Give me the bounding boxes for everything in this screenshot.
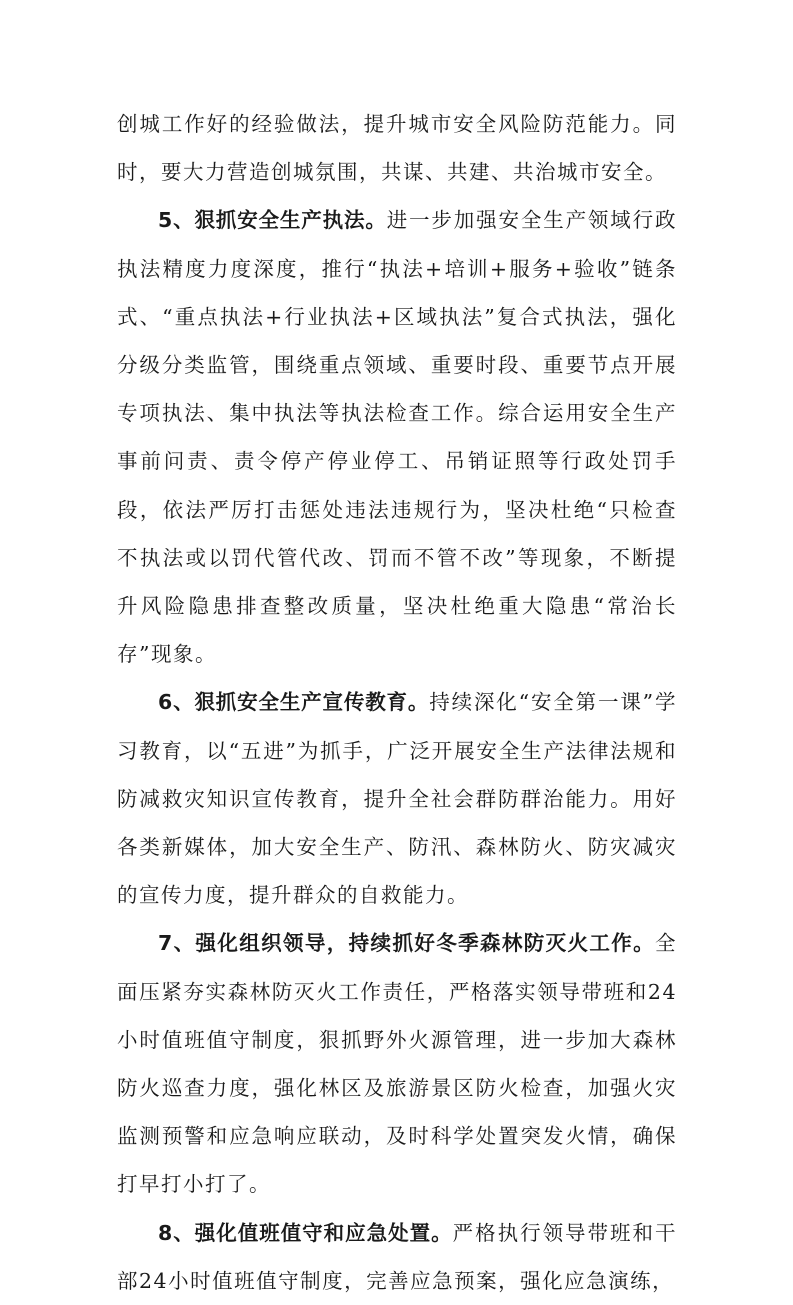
document-body — [117, 100, 677, 1305]
paragraph-text: 进一步加强安全生产领域行政执法精度力度深度，推行“执法+培训+服务+验收”链条式、“重点执法+行业执法+区域执法”复合式执法，强化分级分类监管，围绕重点领域、重要时段、重要节点开展专项执法、集中执法等执法检查工作。综合运用安全生产事前问责、责令停产停业停工、吊销证照等行政处罚手段，依法严厉打击惩处违法违规行为，坚决杜绝“只检查不执法或以罚代管代改、罚而不管不改”等现象，不断提升风险隐患排查整改质量，坚决杜绝重大隐患“常治长存”现象。 — [117, 208, 677, 667]
paragraph-item-7 — [117, 919, 677, 1208]
paragraph-text: 持续深化“安全第一课”学习教育，以“五进”为抓手，广泛开展安全生产法律法规和防减救灾知识宣传教育，提升全社会群防群治能力。用好各类新媒体，加大安全生产、防汛、森林防火、防灾减灾的宣传力度，提升群众的自救能力。 — [117, 690, 677, 908]
paragraph-continuation — [117, 100, 677, 196]
section-heading: 6、狠抓安全生产宣传教育。 — [158, 690, 430, 715]
paragraph-text: 创城工作好的经验做法，提升城市安全风险防范能力。同时，要大力营造创城氛围，共谋、共建、共治城市安全。 — [117, 112, 677, 185]
section-heading: 8、强化值班值守和应急处置。 — [158, 1220, 453, 1245]
paragraph-text: 全面压紧夯实森林防灭火工作责任，严格落实领导带班和24小时值班值守制度，狠抓野外火源管理，进一步加大森林防火巡查力度，强化林区及旅游景区防火检查，加强火灾监测预警和应急响应联动，及时科学处置突发火情，确保打早打小打了。 — [117, 931, 677, 1197]
section-heading: 5、狠抓安全生产执法。 — [158, 208, 387, 233]
section-heading: 7、强化组织领导，持续抓好冬季森林防灭火工作。 — [158, 931, 655, 956]
paragraph-item-6 — [117, 678, 677, 919]
paragraph-item-8 — [117, 1209, 677, 1305]
paragraph-text: 严格执行领导带班和干部24小时值班值守制度，完善应急预案，强化应急演练， — [117, 1220, 678, 1293]
paragraph-item-5 — [117, 196, 677, 678]
